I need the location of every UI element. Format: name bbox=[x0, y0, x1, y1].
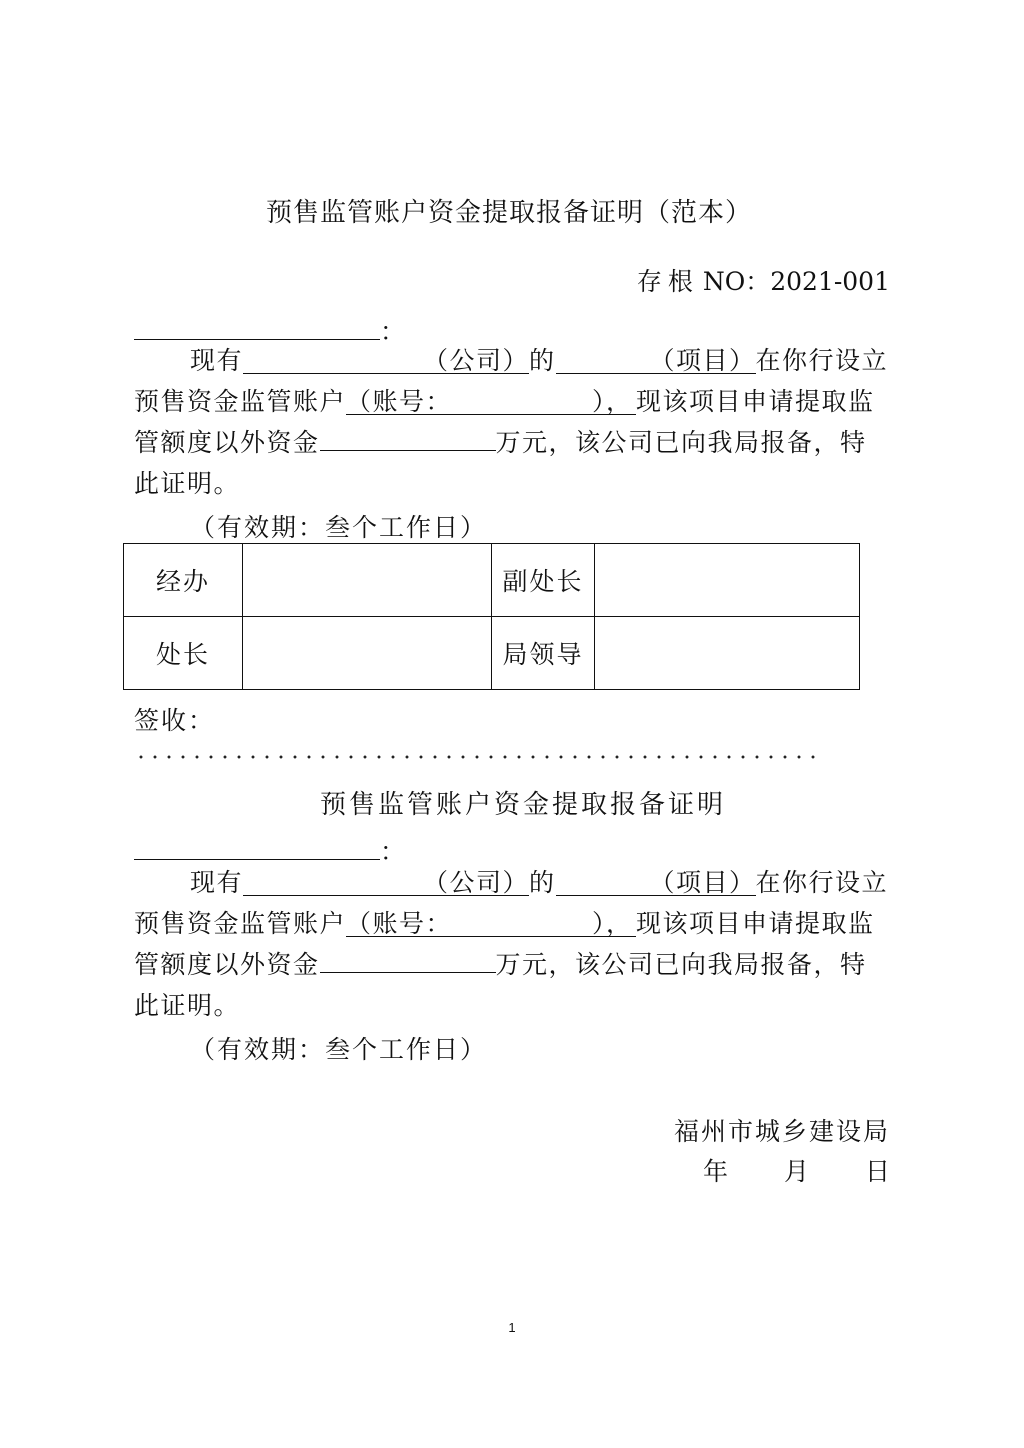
text-fragment: 万元，该公司已向我局报备，特 bbox=[495, 428, 867, 457]
cert-company-blank[interactable] bbox=[243, 868, 530, 897]
cert-project-blank[interactable] bbox=[556, 868, 756, 897]
text-fragment: 现该项目申请提取监 bbox=[636, 909, 875, 938]
cert-line-3 bbox=[134, 944, 890, 985]
cert-title: 预售监管账户资金提取报备证明 bbox=[320, 790, 727, 820]
text-fragment: 在你行设立 bbox=[755, 868, 889, 897]
stub-number bbox=[637, 262, 890, 298]
cell-bureau-leader-label: 局领导 bbox=[492, 617, 595, 690]
cert-paragraph bbox=[134, 862, 890, 1026]
stub-addressee-colon: ： bbox=[380, 317, 406, 346]
account-label: （账号： bbox=[346, 909, 453, 938]
cell-deputy-director-value[interactable] bbox=[595, 544, 860, 617]
cert-account-blank[interactable] bbox=[346, 909, 636, 938]
date-day: 日 bbox=[864, 1157, 890, 1186]
text-fragment: 在你行设立 bbox=[755, 346, 889, 375]
project-label: （项目） bbox=[649, 346, 756, 375]
stub-amount-blank[interactable] bbox=[320, 426, 496, 451]
approval-table bbox=[123, 543, 860, 690]
text-fragment: 现该项目申请提取监 bbox=[636, 387, 875, 416]
stub-number-value: NO：2021-001 bbox=[702, 267, 890, 296]
stub-project-blank[interactable] bbox=[556, 346, 756, 375]
issuer-name: 福州市城乡建设局 bbox=[673, 1117, 890, 1146]
cell-deputy-director-label: 副处长 bbox=[492, 544, 595, 617]
text-fragment: 现有 bbox=[190, 346, 244, 375]
account-label-end: ）， bbox=[592, 387, 633, 416]
table-row bbox=[124, 544, 860, 617]
cell-handler-value[interactable] bbox=[243, 544, 492, 617]
account-label: （账号： bbox=[346, 387, 453, 416]
stub-account-blank[interactable] bbox=[346, 387, 636, 416]
stub-number-label: 存根 bbox=[636, 267, 699, 296]
cell-director-label: 处长 bbox=[124, 617, 243, 690]
text-fragment: 预售资金监管账户 bbox=[134, 387, 347, 416]
company-label: （公司） bbox=[423, 868, 530, 897]
stub-title: 预售监管账户资金提取报备证明（范本） bbox=[266, 198, 753, 228]
stub-line-3 bbox=[134, 422, 890, 463]
cert-addressee-blank[interactable] bbox=[134, 839, 380, 860]
page-number: 1 bbox=[508, 1320, 516, 1335]
stub-line-2 bbox=[134, 381, 890, 422]
cert-line-1 bbox=[134, 862, 890, 903]
stub-company-blank[interactable] bbox=[243, 346, 530, 375]
stub-paragraph bbox=[134, 340, 890, 504]
project-label: （项目） bbox=[649, 868, 756, 897]
perforation-divider bbox=[134, 750, 824, 764]
text-fragment: 的 bbox=[529, 868, 556, 897]
table-row bbox=[124, 617, 860, 690]
cert-addressee-colon: ： bbox=[380, 837, 406, 866]
text-fragment: 管额度以外资金 bbox=[134, 428, 320, 457]
text-fragment: 预售资金监管账户 bbox=[134, 909, 347, 938]
stub-line-4: 此证明。 bbox=[134, 469, 241, 498]
company-label: （公司） bbox=[423, 346, 530, 375]
text-fragment: 管额度以外资金 bbox=[134, 950, 320, 979]
text-fragment: 的 bbox=[529, 346, 556, 375]
cell-director-value[interactable] bbox=[243, 617, 492, 690]
account-label-end: ）， bbox=[592, 909, 633, 938]
stub-line-1 bbox=[134, 340, 890, 381]
text-fragment: 万元，该公司已向我局报备，特 bbox=[495, 950, 867, 979]
cell-bureau-leader-value[interactable] bbox=[595, 617, 860, 690]
stub-validity: （有效期：叁个工作日） bbox=[190, 513, 488, 542]
cert-validity: （有效期：叁个工作日） bbox=[190, 1035, 488, 1064]
cert-line-2 bbox=[134, 903, 890, 944]
stub-addressee-blank[interactable] bbox=[134, 319, 380, 340]
sign-receipt-label: 签收： bbox=[134, 706, 216, 735]
cert-line-4: 此证明。 bbox=[134, 991, 241, 1020]
issue-date bbox=[703, 1152, 890, 1188]
cell-handler-label: 经办 bbox=[124, 544, 243, 617]
cert-amount-blank[interactable] bbox=[320, 948, 496, 973]
date-year: 年 bbox=[702, 1157, 728, 1186]
date-month: 月 bbox=[783, 1157, 809, 1186]
text-fragment: 现有 bbox=[190, 868, 244, 897]
